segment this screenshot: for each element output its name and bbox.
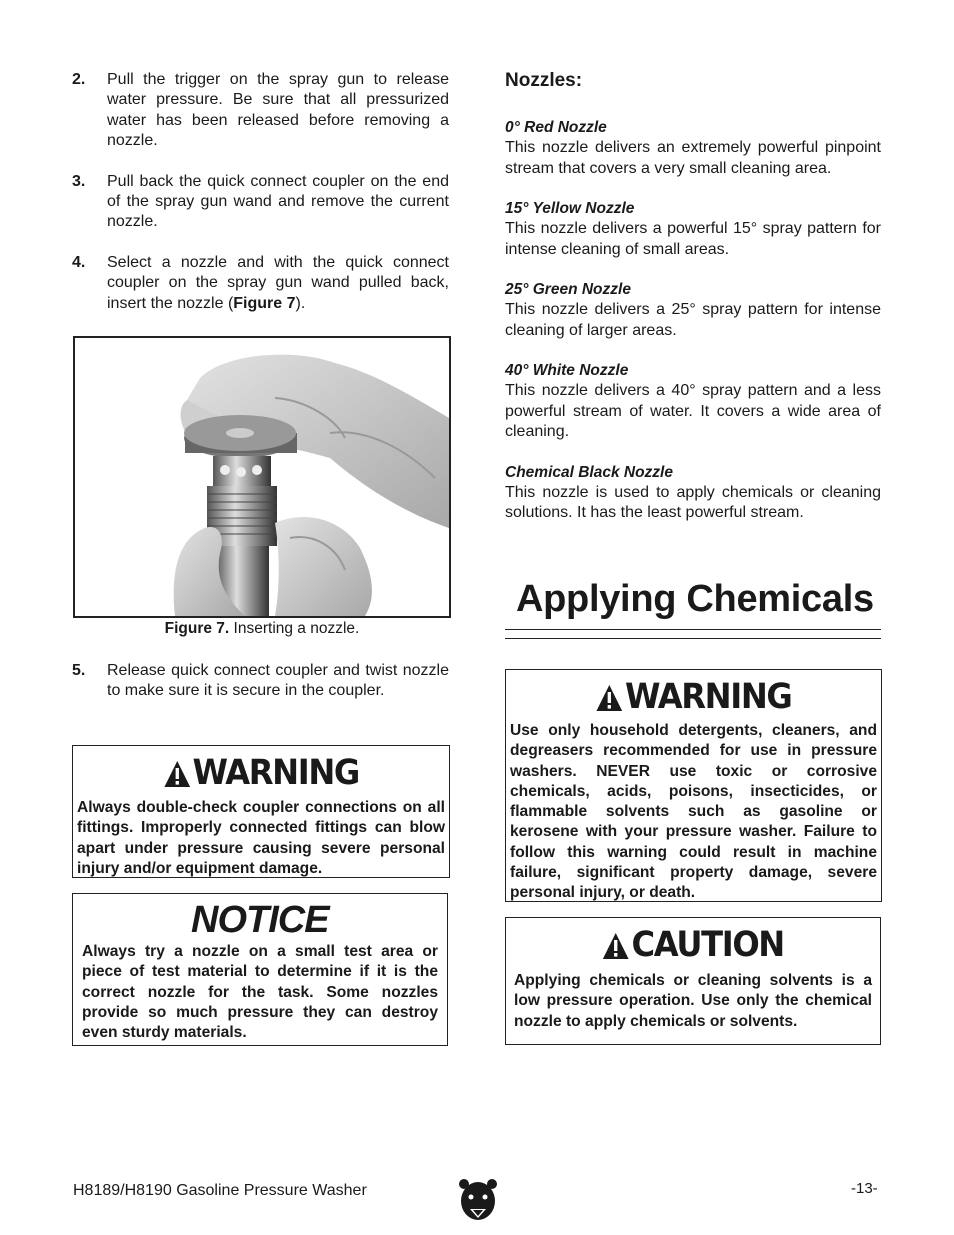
- warning-text: Use only household detergents, cleaners, and degreasers recommended for use in pressure washers. NEVER use toxic or corrosive chemicals, acids, poisons, insecticides, or flammable solvents such as gasoline or kerosene with your pressure washer. Failure to follow this warning could result in machine failure, significant property damage, severe personal injury, or death.: [510, 722, 877, 902]
- warning-triangle-icon: [163, 760, 191, 788]
- warning-triangle-icon: [596, 684, 624, 712]
- caution-triangle-icon: [602, 932, 630, 960]
- step-5-container: [72, 661, 449, 722]
- figure-label: Figure 7.: [164, 620, 230, 637]
- warning-box-coupler: [72, 745, 450, 878]
- caution-text: Applying chemicals or cleaning solvents is a low pressure operation. Use only the chemical nozzle to apply chemicals or solvents.: [514, 972, 872, 1030]
- step-3: [72, 172, 449, 233]
- steps-top: [72, 70, 449, 334]
- step-text: Select a nozzle and with the quick connect coupler on the spray gun wand pulled back, insert the nozzle (Figure 7).: [107, 253, 449, 312]
- warning-text: Always double-check coupler connections on all fittings. Improperly connected fittings can blow apart under pressure causing severe personal injury and/or equipment damage.: [77, 799, 445, 877]
- nozzle-heading: 0° Red Nozzle: [505, 119, 607, 136]
- caution-heading: CAUTION: [521, 926, 865, 964]
- bear-logo-icon: [459, 1178, 497, 1227]
- notice-text: Always try a nozzle on a small test area or piece of test material to determine if it is the correct nozzle for the task. Some nozzles provide so much pressure they can destroy even sturdy materials.: [82, 943, 438, 1042]
- nozzle-description: This nozzle delivers a powerful 15° spray pattern for intense cleaning of small areas.: [505, 220, 881, 258]
- step-text: Pull the trigger on the spray gun to release water pressure. Be sure that all pressurized water has been released before removing a nozzle.: [107, 71, 449, 150]
- step-number: 5.: [72, 662, 86, 679]
- hands-inserting-nozzle-illustration: [75, 338, 449, 616]
- step-text: Pull back the quick connect coupler on the end of the spray gun wand and remove the current nozzle.: [107, 172, 449, 231]
- nozzles-title: Nozzles:: [505, 70, 583, 91]
- nozzles-section: [505, 70, 881, 544]
- warning-heading: WARNING: [521, 678, 866, 716]
- nozzle-heading: Chemical Black Nozzle: [505, 463, 673, 481]
- nozzle-heading: 25° Green Nozzle: [505, 281, 631, 298]
- nozzle-heading: 40° White Nozzle: [505, 362, 629, 379]
- nozzle-description: This nozzle is used to apply chemicals or cleaning solutions. It has the least powerful stream.: [505, 483, 881, 521]
- footer-product-name: H8189/H8190 Gasoline Pressure Washer: [73, 1182, 367, 1199]
- step-number: 2.: [72, 71, 86, 88]
- notice-heading: NOTICE: [191, 899, 329, 941]
- figure-7-photo: [73, 336, 451, 618]
- section-title: Applying Chemicals: [516, 578, 874, 620]
- nozzle-item: [505, 463, 881, 524]
- warning-box-chemicals: [505, 669, 882, 902]
- nozzle-description: This nozzle delivers a 40° spray pattern and a less powerful stream of water. It covers a wide area of cleaning.: [505, 382, 881, 440]
- figure-caption: Figure 7. Inserting a nozzle.: [164, 620, 360, 637]
- nozzle-item: [505, 280, 881, 341]
- section-rule-top: [505, 629, 881, 630]
- caution-box: [505, 917, 881, 1045]
- step-4: [72, 253, 449, 314]
- figure-reference: Figure 7: [233, 294, 296, 312]
- section-rule-bottom: [505, 638, 881, 639]
- step-number: 4.: [72, 253, 86, 271]
- step-2: [72, 70, 449, 152]
- nozzle-description: This nozzle delivers a 25° spray pattern for intense cleaning of larger areas.: [505, 301, 881, 339]
- nozzle-description: This nozzle delivers an extremely powerful pinpoint stream that covers a very small cleaning area.: [505, 139, 881, 177]
- nozzle-item: [505, 199, 881, 260]
- nozzle-heading: 15° Yellow Nozzle: [505, 200, 635, 217]
- nozzle-item: [505, 118, 881, 179]
- notice-box: [72, 893, 448, 1046]
- warning-heading: WARNING: [88, 754, 434, 792]
- nozzle-item: [505, 361, 881, 443]
- page-number: -13-: [851, 1180, 878, 1197]
- step-text: Release quick connect coupler and twist nozzle to make sure it is secure in the coupler.: [107, 662, 449, 700]
- step-number: 3.: [72, 172, 86, 190]
- step-5: [72, 661, 449, 702]
